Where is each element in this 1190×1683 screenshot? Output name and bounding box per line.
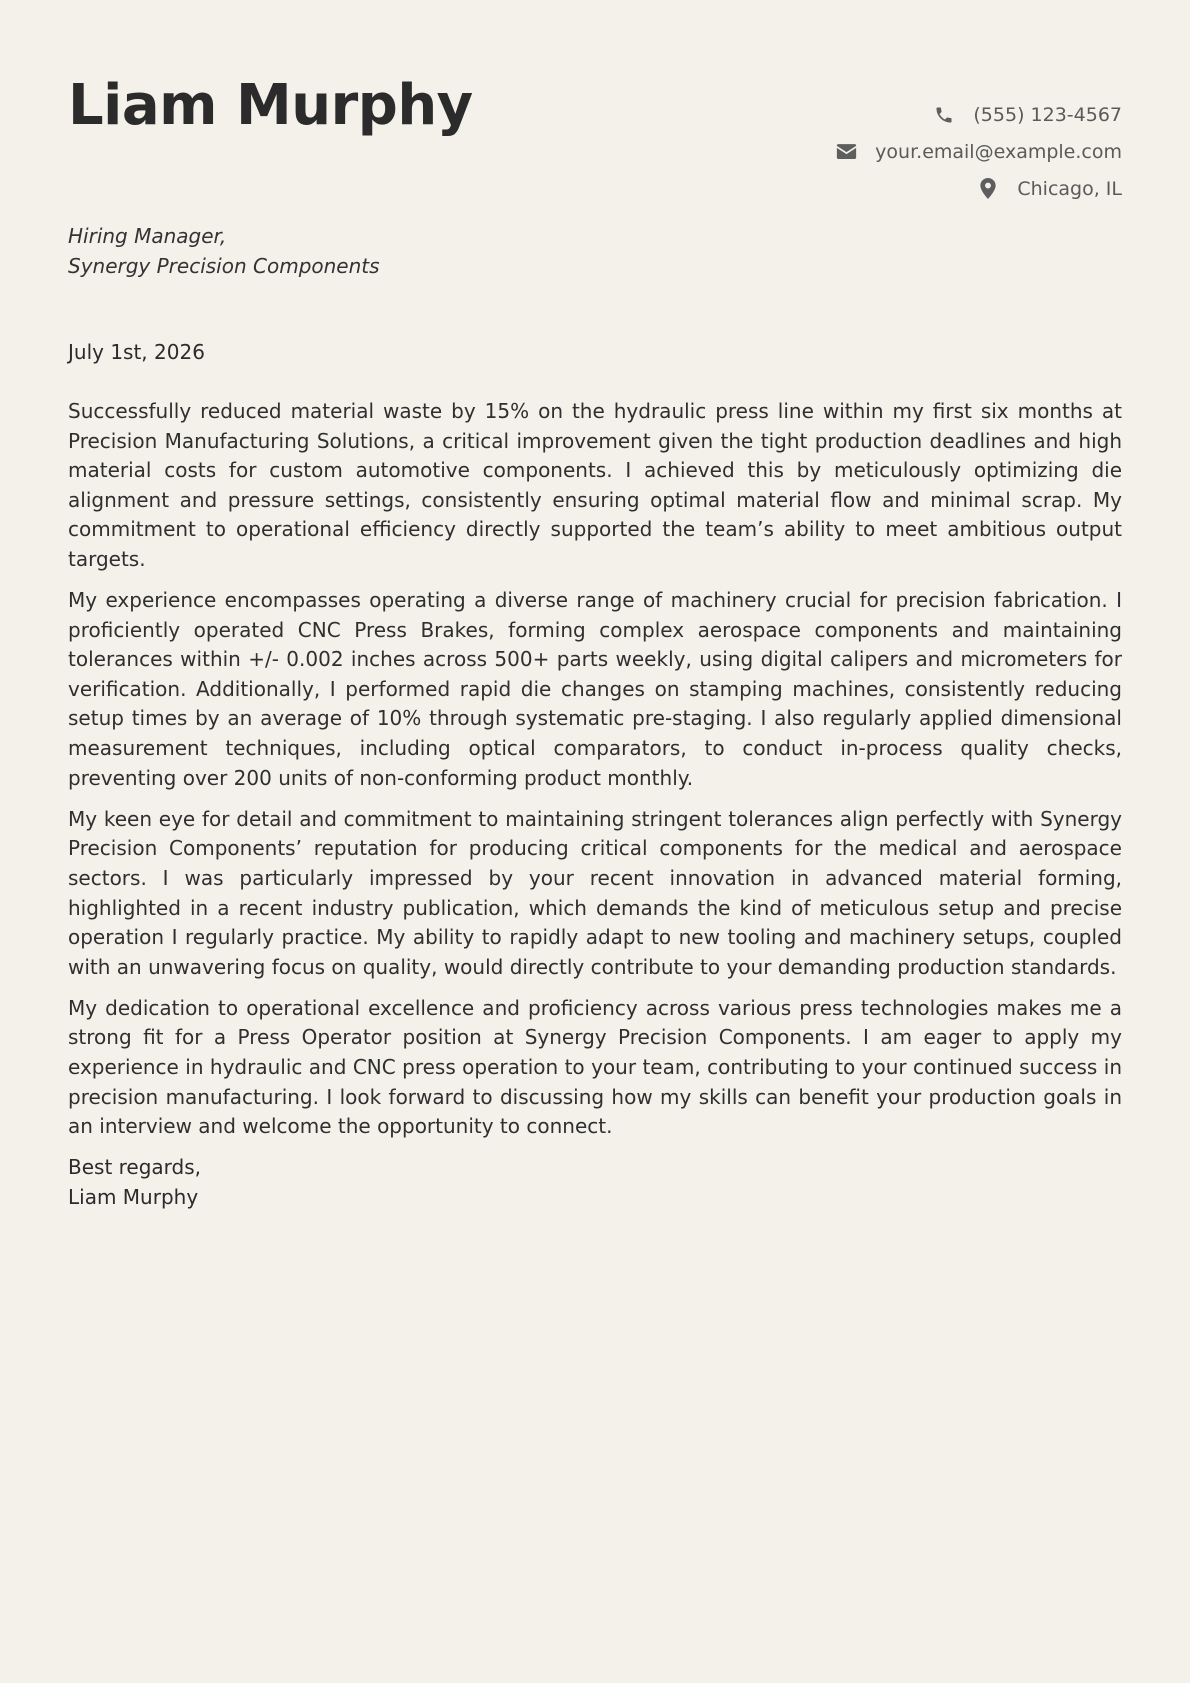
closing-salutation: Best regards, [68,1155,202,1180]
letter-closing [68,1153,1122,1212]
applicant-name: Liam Murphy [68,73,473,138]
body-paragraph: Successfully reduced material waste by 15% on the hydraulic press line within my first six months at Precision Manufacturing Solutions, a critical improvement given the tight production deadlines and high material costs for custom automotive components. I achieved this by meticulously optimizing die alignment and pressure settings, consistently ensuring optimal material flow and minimal scrap. My commitment to operational efficiency directly supported the team’s ability to meet ambitious output targets. [68,399,1122,571]
recipient-title: Hiring Manager, [68,224,227,248]
body-paragraph: My experience encompasses operating a diverse range of machinery crucial for precision fabrication. I proficiently operated CNC Press Brakes, forming complex aerospace components and maintaining tolerances within +/- 0.002 inches across 500+ parts weekly, using digital calipers and micrometers for verification. Additionally, I performed rapid die changes on stamping machines, consistently reducing setup times by an average of 10% through systematic pre-staging. I also regularly applied dimensional measurement techniques, including optical comparators, to conduct in-process quality checks, preventing over 200 units of non-conforming product monthly. [68,588,1122,790]
phone-text: (555) 123-4567 [973,103,1122,126]
letter-body [68,397,1122,1142]
closing-signature: Liam Murphy [68,1184,199,1209]
letter-header [68,0,1122,200]
body-paragraph: My keen eye for detail and commitment to maintaining stringent tolerances align perfectly with Synergy Precision Components’ reputation for producing critical components for the medical and aerospace sectors. I was particularly impressed by your recent innovation in advanced material forming, highlighted in a recent industry publication, which demands the kind of meticulous setup and precise operation I regularly practice. My ability to rapidly adapt to new tooling and machinery setups, coupled with an unwavering focus on quality, would directly contribute to your demanding production standards. [68,806,1122,979]
body-paragraph: My dedication to operational excellence and proficiency across various press technologies makes me a strong fit for a Press Operator position at Synergy Precision Components. I am eager to apply my experience in hydraulic and CNC press operation to your team, contributing to your continued success in precision manufacturing. I look forward to discussing how my skills can benefit your production goals in an interview and welcome the opportunity to connect. [68,995,1122,1139]
letter-date: July 1st, 2026 [68,340,205,364]
email-text: your.email@example.com [875,140,1122,163]
envelope-icon [835,141,857,163]
recipient-block [68,221,1122,281]
contact-info [835,96,1122,207]
map-pin-icon [977,178,999,200]
contact-email [835,133,1122,170]
contact-phone [835,96,1122,133]
location-text: Chicago, IL [1017,177,1122,200]
recipient-company: Synergy Precision Components [68,254,380,278]
contact-location [835,170,1122,207]
phone-icon [933,104,955,126]
